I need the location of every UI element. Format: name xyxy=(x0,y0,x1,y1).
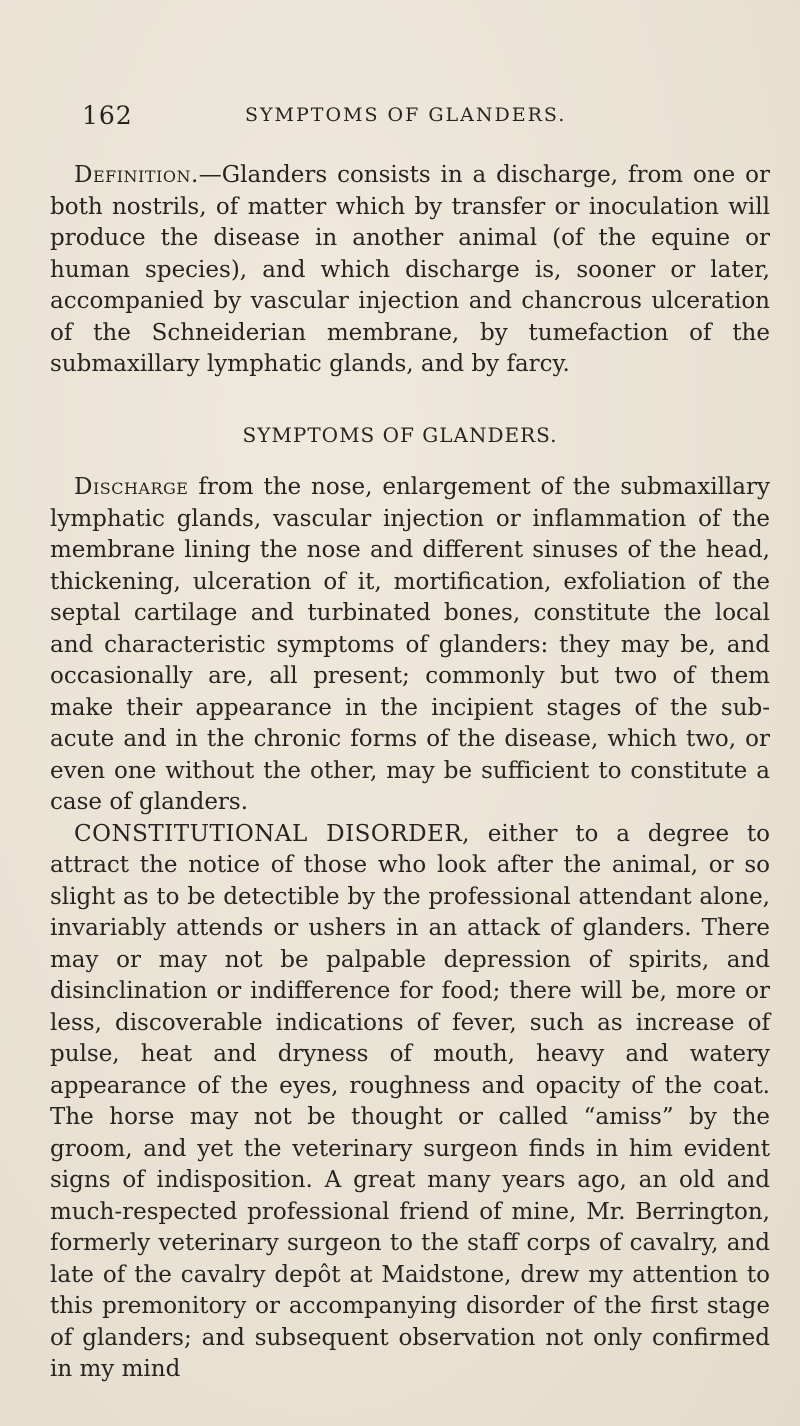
discharge-lead: Discharge xyxy=(74,474,189,500)
constitutional-lead: CONSTITUTIONAL DISORDER, xyxy=(74,820,470,847)
definition-paragraph xyxy=(50,160,770,381)
running-head xyxy=(82,101,772,135)
constitutional-paragraph xyxy=(50,819,770,1386)
symptoms-body xyxy=(50,472,770,1386)
definition-lead: Definition. xyxy=(74,162,199,188)
definition-text: —Glanders consists in a discharge, from one or both nostrils, of matter which by transfer or inoculation will produce the disease in another animal (of the equine or human species), and which discharge is, sooner or later, accompanied by vascular injection and chancrous ulceration of the Schneiderian membrane, by tumefaction of the submaxillary lymphatic glands, and by farcy. xyxy=(50,162,770,377)
page-number: 162 xyxy=(82,101,133,130)
discharge-text: from the nose, enlargement of the submaxillary lymphatic glands, vascular injection or inflammation of the membrane lining the nose and different sinuses of the head, thickening, ulceration of it, mortification, exfoliation of the septal cartilage and turbinated bones, constitute the local and characteristic symptoms of glanders: they may be, and occasionally are, all present; commonly but two of them make their appearance in the incipient stages of the sub-acute and in the chronic forms of the disease, which two, or even one without the other, may be sufficient to constitute a case of glanders. xyxy=(50,474,770,815)
section-heading: SYMPTOMS OF GLANDERS. xyxy=(242,423,558,447)
constitutional-text: either to a degree to attract the notice of those who look after the animal, or so slight as to be detectible by the professional attendant alone, invariably attends or ushers in an attack of glanders. There may or may not be palpable depression of spirits, and disinclination or indifference for food; there will be, more or less, discoverable indications of fever, such as increase of pulse, heat and dryness of mouth, heavy and watery appearance of the eyes, roughness and opacity of the coat. The horse may not be thought or called “amiss” by the groom, and yet the veterinary surgeon finds in him evident signs of indisposition. A great many years ago, an old and much-respected professional friend of mine, Mr. Berrington, formerly veterinary surgeon to the staff corps of cavalry, and late of the cavalry depôt at Maidstone, drew my attention to this premonitory or accompanying disorder of the first stage of glanders; and subsequent observation not only confirmed in my mind xyxy=(50,820,770,1382)
running-title: SYMPTOMS OF GLANDERS. xyxy=(245,104,567,126)
discharge-paragraph xyxy=(50,472,770,819)
